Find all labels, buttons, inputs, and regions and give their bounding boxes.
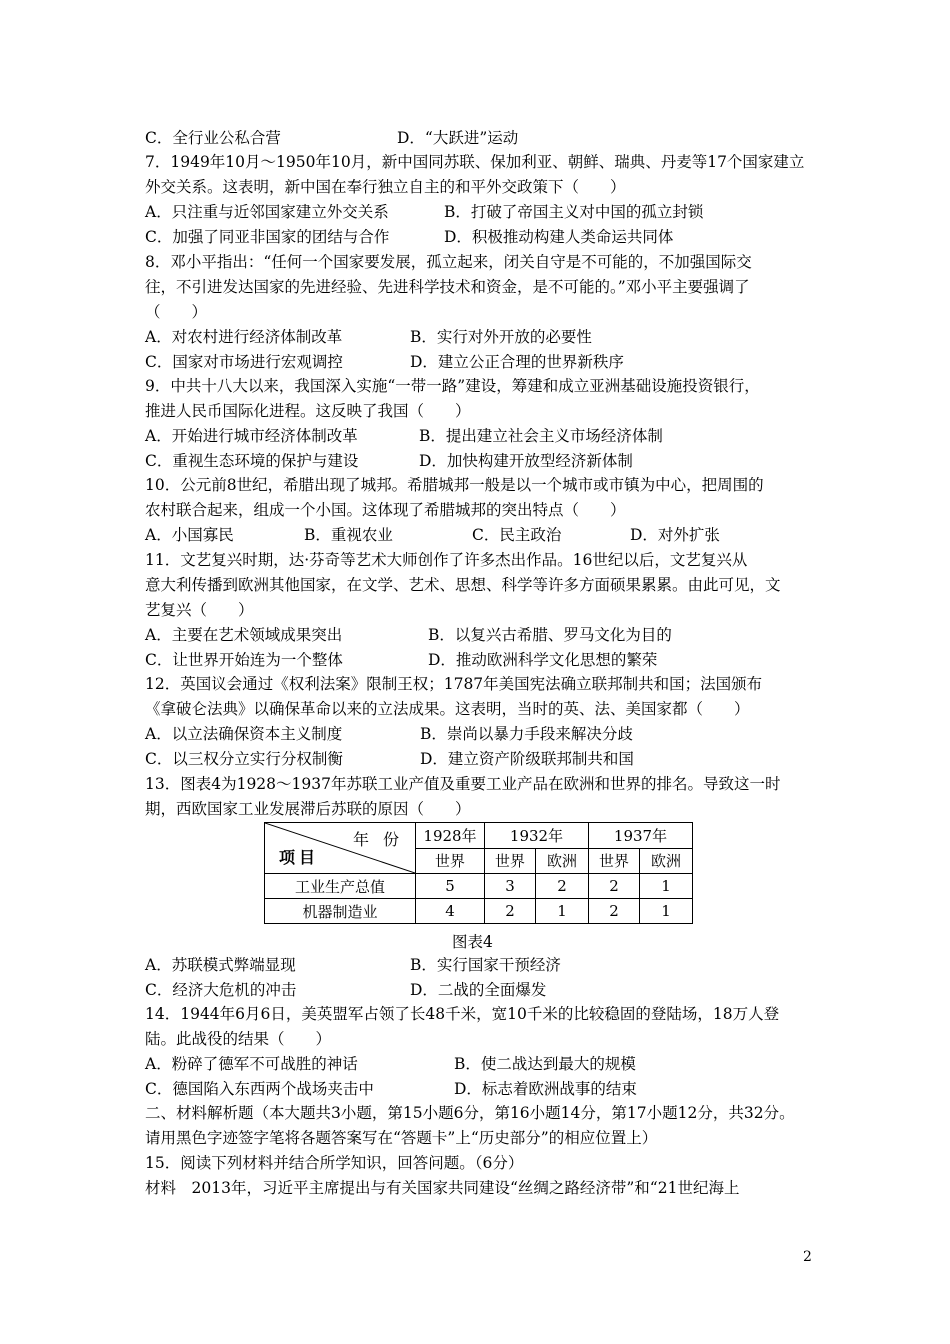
table-row (265, 899, 693, 924)
q8-stem-line1: 8．邓小平指出：“任何一个国家要发展，孤立起来，闭关自守是不可能的，不加强国际交 (145, 253, 752, 271)
q10-stem-line1: 10．公元前8世纪，希腊出现了城邦。希腊城邦一般是以一个城市或市镇为中心，把周围的 (145, 476, 764, 494)
table-corner-header (265, 823, 416, 874)
q10-option-b: B．重视农业 (304, 526, 393, 544)
q7-option-c: C．加强了同亚非国家的团结与合作 (145, 228, 390, 246)
ranking-table (264, 822, 693, 924)
q13-option-c: C．经济大危机的冲击 (145, 981, 297, 999)
q7-option-b: B．打破了帝国主义对中国的孤立封锁 (444, 203, 704, 221)
scope-header: 世界 (485, 848, 536, 874)
rank-cell: 1 (536, 899, 589, 924)
q15-material-line: 材料 2013年，习近平主席提出与有关国家共同建设“丝绸之路经济带”和“21世纪海上 (145, 1179, 740, 1197)
q9-option-a: A．开始进行城市经济体制改革 (145, 427, 358, 445)
q8-option-c: C．国家对市场进行宏观调控 (145, 353, 343, 371)
rank-cell: 1 (640, 874, 693, 899)
q13-option-b: B．实行国家干预经济 (410, 956, 561, 974)
q14-option-d: D．标志着欧洲战事的结束 (454, 1080, 637, 1098)
q8-option-a: A．对农村进行经济体制改革 (145, 328, 343, 346)
part2-heading-line1: 二、材料解析题（本大题共3小题，第15小题6分，第16小题14分，第17小题12分，共32分。 (145, 1104, 795, 1122)
q8-stem-line2: 往，不引进发达国家的先进经验、先进科学技术和资金，是不可能的。”邓小平主要强调了 (145, 278, 750, 296)
rank-cell: 4 (416, 899, 485, 924)
q9-stem-line2: 推进人民币国际化进程。这反映了我国（ ） (145, 402, 471, 420)
row-label: 工业生产总值 (265, 874, 416, 899)
rank-cell: 2 (485, 899, 536, 924)
q8-option-d: D．建立公正合理的世界新秩序 (410, 353, 624, 371)
q13-option-a: A．苏联模式弊端显现 (145, 956, 296, 974)
q11-option-c: C．让世界开始连为一个整体 (145, 651, 343, 669)
q11-option-a: A．主要在艺术领域成果突出 (145, 626, 343, 644)
part2-heading-line2: 请用黑色字迹签字笔将各题答案写在“答题卡”上“历史部分”的相应位置上） (145, 1129, 658, 1147)
q12-option-d: D．建立资产阶级联邦制共和国 (420, 750, 634, 768)
rank-cell: 2 (589, 874, 640, 899)
q10-stem-line2: 农村联合起来，组成一个小国。这体现了希腊城邦的突出特点（ ） (145, 501, 626, 519)
rank-cell: 2 (536, 874, 589, 899)
q6-option-d: D．“大跃进”运动 (397, 129, 519, 147)
q9-option-d: D．加快构建开放型经济新体制 (419, 452, 633, 470)
scope-header: 世界 (416, 848, 485, 874)
q11-stem-line2: 意大利传播到欧洲其他国家，在文学、艺术、思想、科学等许多方面硕果累累。由此可见，文 (145, 576, 781, 594)
rank-cell: 1 (640, 899, 693, 924)
q11-option-d: D．推动欧洲科学文化思想的繁荣 (428, 651, 658, 669)
q12-stem-line2: 《拿破仑法典》以确保革命以来的立法成果。这表明，当时的英、法、美国家都（ ） (145, 700, 750, 718)
q7-option-a: A．只注重与近邻国家建立外交关系 (145, 203, 389, 221)
rank-cell: 5 (416, 874, 485, 899)
rank-cell: 2 (589, 899, 640, 924)
q14-option-c: C．德国陷入东西两个战场夹击中 (145, 1080, 374, 1098)
q10-option-d: D．对外扩张 (630, 526, 720, 544)
q8-stem-line3: （ ） (145, 303, 208, 321)
scope-header: 欧洲 (536, 848, 589, 874)
page-number: 2 (803, 1249, 812, 1265)
q7-option-d: D．积极推动构建人类命运共同体 (444, 228, 674, 246)
table-row (265, 874, 693, 899)
q6-option-c: C．全行业公私合营 (145, 129, 281, 147)
year-header: 1928年 (416, 823, 485, 849)
q9-option-b: B．提出建立社会主义市场经济体制 (419, 427, 663, 445)
q12-option-c: C．以三权分立实行分权制衡 (145, 750, 343, 768)
table-caption: 图表4 (452, 933, 493, 951)
q9-option-c: C．重视生态环境的保护与建设 (145, 452, 359, 470)
scope-header: 世界 (589, 848, 640, 874)
q10-option-c: C．民主政治 (472, 526, 562, 544)
q11-stem-line1: 11．文艺复兴时期，达·芬奇等艺术大师创作了许多杰出作品。16世纪以后，文艺复兴从 (145, 551, 748, 569)
q12-option-a: A．以立法确保资本主义制度 (145, 725, 343, 743)
q14-stem-line1: 14．1944年6月6日，美英盟军占领了长48千米，宽10千米的比较稳固的登陆场，18万人登 (145, 1005, 780, 1023)
rank-cell: 3 (485, 874, 536, 899)
q12-option-b: B．崇尚以暴力手段来解决分歧 (420, 725, 633, 743)
header-item-label: 项目 (279, 848, 320, 867)
q7-stem-line2: 外交关系。这表明，新中国在奉行独立自主的和平外交政策下（ ） (145, 178, 626, 196)
q14-option-b: B．使二战达到最大的规模 (454, 1055, 636, 1073)
year-header: 1937年 (589, 823, 693, 849)
q9-stem-line1: 9．中共十八大以来，我国深入实施“一带一路”建设，筹建和成立亚洲基础设施投资银行， (145, 377, 760, 395)
q12-stem-line1: 12．英国议会通过《权利法案》限制王权；1787年美国宪法确立联邦制共和国；法国颁布 (145, 675, 763, 693)
row-label: 机器制造业 (265, 899, 416, 924)
q10-option-a: A．小国寡民 (145, 526, 234, 544)
q13-stem-line2: 期，西欧国家工业发展滞后苏联的原因（ ） (145, 800, 471, 818)
scope-header: 欧洲 (640, 848, 693, 874)
q11-option-b: B．以复兴古希腊、罗马文化为目的 (428, 626, 672, 644)
q7-stem-line1: 7．1949年10月～1950年10月，新中国同苏联、保加利亚、朝鲜、瑞典、丹麦等17个国家建立 (145, 153, 805, 171)
q13-stem-line1: 13．图表4为1928～1937年苏联工业产值及重要工业产品在欧洲和世界的排名。导致这一时 (145, 775, 781, 793)
q14-option-a: A．粉碎了德军不可战胜的神话 (145, 1055, 358, 1073)
q14-stem-line2: 陆。此战役的结果（ ） (145, 1030, 332, 1048)
q8-option-b: B．实行对外开放的必要性 (410, 328, 592, 346)
year-header: 1932年 (485, 823, 589, 849)
header-year-label: 年份 (353, 830, 414, 849)
q15-stem-line1: 15．阅读下列材料并结合所学知识，回答问题。（6分） (145, 1154, 524, 1172)
q13-option-d: D．二战的全面爆发 (410, 981, 547, 999)
q11-stem-line3: 艺复兴（ ） (145, 601, 254, 619)
